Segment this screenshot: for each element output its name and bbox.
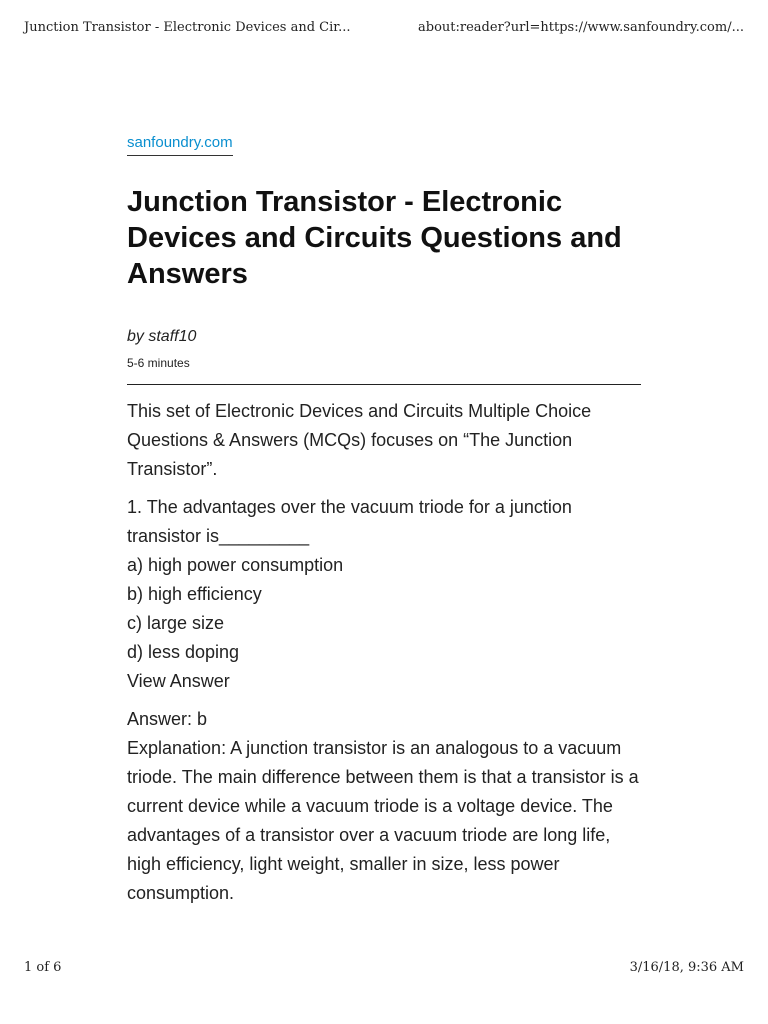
header-divider xyxy=(127,384,641,385)
article-title: Junction Transistor - Electronic Devices and Circuits Questions and Answers xyxy=(127,186,622,290)
reader-article xyxy=(127,134,641,917)
question-option: c) large size xyxy=(127,613,225,633)
answer-block xyxy=(127,705,641,908)
view-answer-button[interactable]: View Answer xyxy=(127,671,230,691)
print-footer xyxy=(24,960,744,980)
answer-explanation: Explanation: A junction transistor is an analogous to a vacuum triode. The main difference between them is that a transistor is a current device while a vacuum triode is a voltage device. The advantages of a transistor over a vacuum triode are long life, high efficiency, light weight, smaller in size, less power consumption. xyxy=(127,738,639,903)
question-option: d) less doping xyxy=(127,642,240,662)
site-link[interactable]: sanfoundry.com xyxy=(127,134,233,156)
intro-paragraph: This set of Electronic Devices and Circuits Multiple Choice Questions & Answers (MCQs) focuses on “The Junction Transistor”. xyxy=(127,401,592,479)
print-header-title: Junction Transistor - Electronic Devices and Cir... xyxy=(24,20,351,35)
question-text: 1. The advantages over the vacuum triode for a junction transistor is_________ xyxy=(127,497,572,546)
reading-time: 5-6 minutes xyxy=(127,356,190,370)
article-body xyxy=(127,397,641,908)
print-header xyxy=(24,20,744,40)
question-block xyxy=(127,493,641,696)
question-option: b) high efficiency xyxy=(127,584,262,604)
print-header-url: about:reader?url=https://www.sanfoundry.com/... xyxy=(418,20,744,35)
question-option: a) high power consumption xyxy=(127,555,344,575)
page-number: 1 of 6 xyxy=(24,960,62,975)
print-datetime: 3/16/18, 9:36 AM xyxy=(629,960,744,975)
article-byline: by staff10 xyxy=(127,328,197,345)
answer-label: Answer: b xyxy=(127,709,208,729)
